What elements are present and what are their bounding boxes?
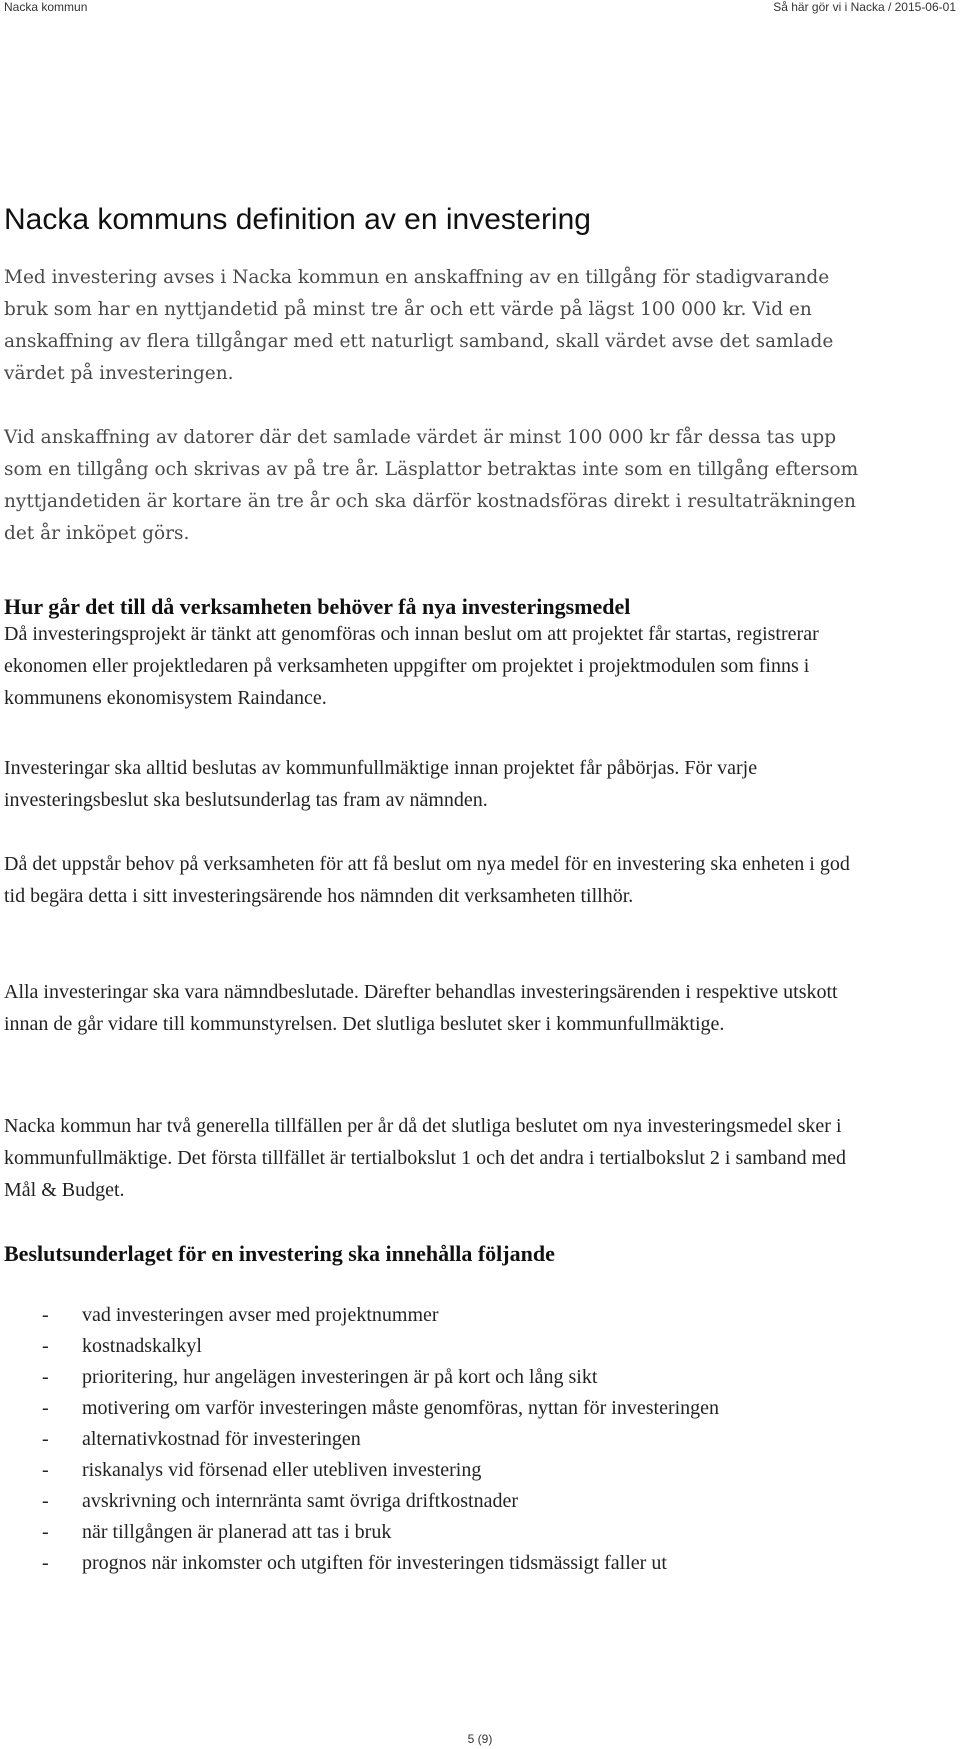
list-item: - vad investeringen avser med projektnummer: [42, 1304, 439, 1326]
process-paragraph-2: Investeringar ska alltid beslutas av kommunfullmäktige innan projektet får påbörjas. För varje investeringsbeslut ska beslutsunderlag tas fram av nämnden.: [4, 757, 758, 811]
intro-paragraph-1: Med investering avses i Nacka kommun en anskaffning av en tillgång för stadigvarande bruk som har en nyttjandetid på minst tre år och ett värde på lägst 100 000 kr. Vid en anskaffning av flera tillgångar med ett naturligt samband, skall värdet avse det samlade värdet på investeringen.: [4, 267, 834, 384]
list-item: - när tillgången är planerad att tas i bruk: [42, 1521, 392, 1543]
process-paragraph-4: Alla investeringar ska vara nämndbeslutade. Därefter behandlas investeringsärenden i respektive utskott innan de går vidare till kommunstyrelsen. Det slutliga beslutet sker i kommunfullmäktige.: [4, 981, 838, 1035]
requirements-list: [4, 1300, 822, 1579]
section-heading-process: Hur går det till då verksamheten behöver få nya investeringsmedel: [4, 594, 631, 619]
header-right: Så här gör vi i Nacka / 2015-06-01: [773, 0, 956, 14]
list-item: - avskrivning och internränta samt övriga driftkostnader: [42, 1490, 518, 1512]
intro-paragraph-2: Vid anskaffning av datorer där det samlade värdet är minst 100 000 kr får dessa tas upp som en tillgång och skrivas av på tre år. Läsplattor betraktas inte som en tillgång eftersom nyttjandetiden är kortare än tre år och ska därför kostnadsföras direkt i resultaträkningen det år inköpet görs.: [4, 427, 859, 544]
list-item: - kostnadskalkyl: [42, 1335, 202, 1357]
process-paragraph-1: Då investeringsprojekt är tänkt att genomföras och innan beslut om att projektet får startas, registrerar ekonomen eller projektledaren på verksamheten uppgifter om projektet i projektmodulen som finns i kommunens ekonomisystem Raindance.: [4, 623, 819, 709]
section-heading-requirements: Beslutsunderlaget för en investering ska innehålla följande: [4, 1241, 555, 1266]
process-paragraph-5: Nacka kommun har två generella tillfällen per år då det slutliga beslutet om nya investeringsmedel sker i kommunfullmäktige. Det första tillfället är tertialbokslut 1 och det andra i tertialbokslut 2 i samband med Mål & Budget.: [4, 1115, 847, 1201]
process-paragraph-3: Då det uppstår behov på verksamheten för att få beslut om nya medel för en investering ska enheten i god tid begära detta i sitt investeringsärende hos nämnden dit verksamheten tillhör.: [4, 853, 850, 907]
page-title: Nacka kommuns definition av en investering: [4, 203, 591, 236]
list-item: - prioritering, hur angelägen investeringen är på kort och lång sikt: [42, 1366, 598, 1388]
page-number: 5 (9): [467, 1732, 493, 1746]
header-left: Nacka kommun: [4, 0, 88, 14]
list-item: - riskanalys vid försenad eller utebliven investering: [42, 1459, 482, 1481]
list-item: - prognos när inkomster och utgiften för investeringen tidsmässigt faller ut: [42, 1552, 667, 1574]
list-item: - motivering om varför investeringen måste genomföras, nyttan för investeringen: [42, 1397, 720, 1419]
list-item: - alternativkostnad för investeringen: [42, 1428, 361, 1450]
